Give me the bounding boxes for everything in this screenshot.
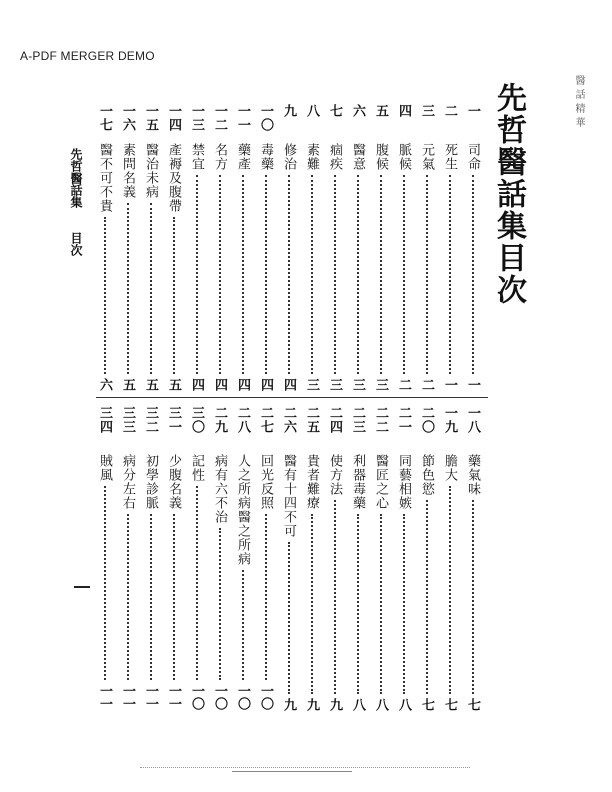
toc-entry-page: 七: [419, 698, 434, 711]
toc-entry-title[interactable]: 回光反照: [258, 454, 273, 510]
toc-entry-page: 六: [97, 378, 112, 391]
scan-edge-dots: [140, 767, 470, 768]
toc-entry-title[interactable]: 脈候: [396, 143, 411, 171]
toc-entry-page: 一〇: [189, 684, 204, 710]
dot-leader: [380, 175, 382, 374]
toc-entry-number: 二〇: [419, 406, 434, 434]
toc-entry-title[interactable]: 醫匠之心: [373, 454, 388, 510]
dot-leader: [334, 175, 336, 374]
toc-entry-page: 三: [373, 378, 388, 391]
toc-entry-number: 六: [350, 104, 365, 118]
toc-entry-number: 三: [419, 104, 434, 118]
toc-entry-number: 一三: [189, 104, 204, 132]
dot-leader: [334, 500, 336, 694]
toc-entry-page: 一: [442, 378, 457, 391]
toc-entry-title[interactable]: 使方法: [327, 454, 342, 496]
dot-leader: [311, 514, 313, 694]
dot-leader: [288, 542, 290, 694]
footer-section-label: 目次: [69, 232, 83, 256]
dot-leader: [242, 175, 244, 374]
toc-entry-title[interactable]: 病分左右: [120, 454, 135, 510]
toc-entry-number: 二八: [235, 406, 250, 434]
toc-entry-page: 八: [350, 698, 365, 711]
toc-entry-page: 一〇: [212, 684, 227, 710]
section-divider: [96, 397, 488, 398]
dot-leader: [426, 500, 428, 694]
toc-entry-title[interactable]: 人之所病醫之所病: [235, 454, 250, 566]
toc-entry-number: 二七: [258, 406, 273, 434]
dot-leader: [127, 514, 129, 680]
toc-entry-number: 五: [373, 104, 388, 118]
toc-entry-page: 一一: [143, 684, 158, 710]
toc-entry-page: 五: [166, 378, 181, 391]
toc-entry-number: 一七: [97, 104, 112, 132]
folio-page-number: [74, 586, 90, 588]
dot-leader: [173, 514, 175, 680]
dot-leader: [104, 217, 106, 374]
toc-entry-title[interactable]: 醫治未病: [143, 143, 158, 199]
toc-entry-page: 三: [327, 378, 342, 391]
dot-leader: [104, 486, 106, 680]
dot-leader: [219, 175, 221, 374]
toc-entry-title[interactable]: 修治: [281, 143, 296, 171]
toc-entry-page: 九: [281, 698, 296, 711]
toc-entry-number: 四: [396, 104, 411, 118]
toc-entry-number: 八: [304, 104, 319, 118]
dot-leader: [426, 175, 428, 374]
toc-entry-page: 四: [235, 378, 250, 391]
toc-entry-number: 一四: [166, 104, 181, 132]
toc-entry-title[interactable]: 禁宜: [189, 143, 204, 171]
toc-entry-number: 二五: [304, 406, 319, 434]
toc-entry-title[interactable]: 藥氣味: [465, 454, 480, 496]
footer-book-title: 先哲醫話集: [69, 148, 83, 208]
toc-entry-title[interactable]: 少腹名義: [166, 454, 181, 510]
toc-entry-page: 四: [258, 378, 273, 391]
dot-leader: [449, 175, 451, 374]
toc-entry-page: 二: [396, 378, 411, 391]
toc-entry-page: 一〇: [235, 684, 250, 710]
dot-leader: [265, 175, 267, 374]
dot-leader: [357, 175, 359, 374]
toc-entry-page: 八: [396, 698, 411, 711]
toc-entry-number: 三二: [143, 406, 158, 434]
toc-entry-title[interactable]: 素問名義: [120, 143, 135, 199]
toc-entry-number: 二四: [327, 406, 342, 434]
toc-entry-page: 一: [465, 378, 480, 391]
toc-entry-number: 二二: [373, 406, 388, 434]
toc-entry-number: 二三: [350, 406, 365, 434]
toc-entry-number: 一〇: [258, 104, 273, 132]
toc-entry-number: 二九: [212, 406, 227, 434]
dot-leader: [265, 514, 267, 680]
dot-leader: [196, 175, 198, 374]
toc-entry-title[interactable]: 貴者難療: [304, 454, 319, 510]
toc-entry-page: 七: [442, 698, 457, 711]
dot-leader: [173, 217, 175, 374]
toc-entry-title[interactable]: 毒藥: [258, 143, 273, 171]
toc-entry-title[interactable]: 醫意: [350, 143, 365, 171]
dot-leader: [219, 528, 221, 680]
toc-entry-page: 二: [419, 378, 434, 391]
toc-entry-page: 四: [281, 378, 296, 391]
toc-entry-title[interactable]: 記性: [189, 454, 204, 482]
toc-entry-number: 二六: [281, 406, 296, 434]
toc-entry-number: 三〇: [189, 406, 204, 434]
toc-entry-page: 一〇: [258, 684, 273, 710]
toc-entry-page: 五: [120, 378, 135, 391]
dot-leader: [150, 514, 152, 680]
toc-entry-number: 一九: [442, 406, 457, 434]
toc-entry-number: 一二: [212, 104, 227, 132]
toc-entry-page: 四: [189, 378, 204, 391]
watermark-text: A-PDF MERGER DEMO: [20, 49, 155, 63]
toc-entry-number: 二: [442, 104, 457, 118]
toc-entry-title[interactable]: 膽大: [442, 454, 457, 482]
toc-entry-title[interactable]: 元氣: [419, 143, 434, 171]
dot-leader: [449, 486, 451, 694]
toc-entry-page: 九: [327, 698, 342, 711]
toc-entry-number: 七: [327, 104, 342, 118]
dot-leader: [403, 175, 405, 374]
toc-entry-title[interactable]: 產褥及腹帶: [166, 143, 181, 213]
dot-leader: [357, 514, 359, 694]
toc-entry-title[interactable]: 利器毒藥: [350, 454, 365, 510]
toc-entry-title[interactable]: 初學診脈: [143, 454, 158, 510]
toc-entry-number: 三四: [97, 406, 112, 434]
toc-entry-page: 四: [212, 378, 227, 391]
toc-entry-number: 一五: [143, 104, 158, 132]
toc-entry-title[interactable]: 病有六不治: [212, 454, 227, 524]
toc-entry-page: 九: [304, 698, 319, 711]
toc-entry-title[interactable]: 節色慾: [419, 454, 434, 496]
toc-entry-page: 一一: [97, 684, 112, 710]
toc-entry-title[interactable]: 同藝相嫉: [396, 454, 411, 510]
toc-entry-title[interactable]: 醫不可不貴: [97, 143, 112, 213]
dot-leader: [403, 514, 405, 694]
dot-leader: [472, 175, 474, 374]
toc-entry-page: 七: [465, 698, 480, 711]
toc-entry-number: 三一: [166, 406, 181, 434]
dot-leader: [311, 175, 313, 374]
scan-edge-line: [232, 771, 352, 772]
toc-entry-title[interactable]: 賊風: [97, 454, 112, 482]
dot-leader: [242, 570, 244, 680]
toc-entry-number: 三三: [120, 406, 135, 434]
toc-entry-title[interactable]: 藥產: [235, 143, 250, 171]
toc-entry-title[interactable]: 司命: [465, 143, 480, 171]
toc-entry-page: 三: [304, 378, 319, 391]
dot-leader: [150, 203, 152, 374]
toc-entry-title[interactable]: 腹候: [373, 143, 388, 171]
toc-entry-page: 一一: [166, 684, 181, 710]
toc-entry-title[interactable]: 名方: [212, 143, 227, 171]
toc-entry-page: 三: [350, 378, 365, 391]
dot-leader: [472, 500, 474, 694]
toc-entry-page: 八: [373, 698, 388, 711]
spine-text: 醫話精華: [573, 75, 584, 131]
book-title: 先哲醫話集目次: [491, 82, 526, 306]
toc-entry-title[interactable]: 素難: [304, 143, 319, 171]
toc-entry-number: 一一: [235, 104, 250, 132]
toc-entry-title[interactable]: 醫有十四不可: [281, 454, 296, 538]
toc-entry-number: 一: [465, 104, 480, 118]
dot-leader: [380, 514, 382, 694]
toc-entry-number: 一六: [120, 104, 135, 132]
dot-leader: [196, 486, 198, 680]
toc-entry-page: 五: [143, 378, 158, 391]
dot-leader: [288, 175, 290, 374]
dot-leader: [127, 203, 129, 374]
toc-entry-page: 一一: [120, 684, 135, 710]
toc-entry-title[interactable]: 死生: [442, 143, 457, 171]
toc-entry-number: 九: [281, 104, 296, 118]
toc-entry-number: 二一: [396, 406, 411, 434]
toc-entry-title[interactable]: 痼疾: [327, 143, 342, 171]
toc-entry-number: 一八: [465, 406, 480, 434]
